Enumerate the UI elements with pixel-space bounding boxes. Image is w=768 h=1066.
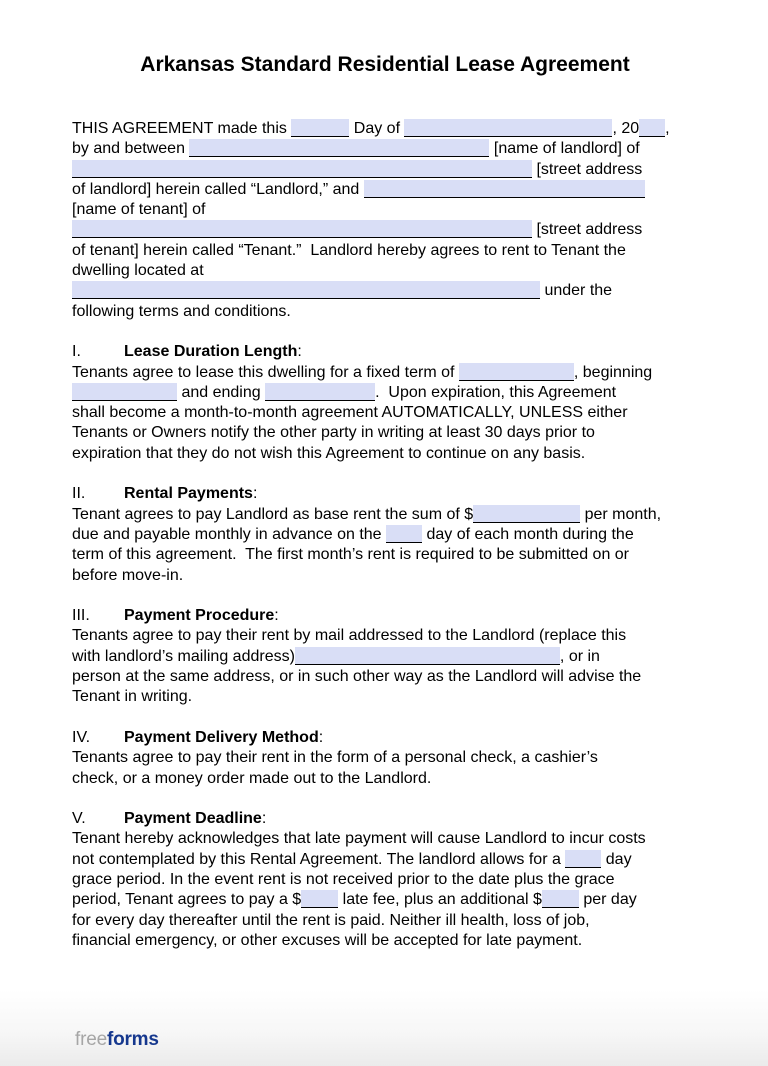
- section-numeral: III.: [72, 607, 90, 625]
- text-run: following terms and conditions.: [72, 302, 291, 320]
- year-blank[interactable]: [639, 119, 665, 137]
- section-heading: Rental Payments: [124, 485, 253, 503]
- section-heading-line: [72, 728, 698, 748]
- text-run: financial emergency, or other excuses will be accepted for late payment.: [72, 931, 583, 949]
- text-line: [72, 383, 698, 403]
- text-run: [name of landlord] of: [489, 140, 640, 158]
- text-run: expiration that they do not wish this Agreement to continue on any basis.: [72, 444, 586, 462]
- text-run: under the: [540, 282, 613, 300]
- text-run: [street address: [532, 221, 643, 239]
- tenant-street-address-blank[interactable]: [72, 220, 532, 238]
- section-rental-payments: [72, 484, 698, 585]
- begin-date-blank[interactable]: [72, 383, 177, 401]
- text-run: , or in: [559, 647, 600, 665]
- text-line: [72, 647, 698, 667]
- grace-period-blank[interactable]: [565, 850, 601, 868]
- text-run: not contemplated by this Rental Agreement. The landlord allows for a: [72, 850, 566, 868]
- text-line: [72, 911, 698, 931]
- text-run: and ending: [177, 383, 266, 401]
- section-heading: Payment Procedure: [124, 607, 275, 625]
- text-run: Tenants agree to pay their rent in the form of a personal check, a cashier’s: [72, 749, 598, 767]
- section-heading-colon: :: [274, 607, 279, 625]
- text-run: Tenants agree to pay their rent by mail addressed to the Landlord (replace this: [72, 627, 627, 645]
- due-day-blank[interactable]: [386, 525, 422, 543]
- section-payment-deadline: [72, 809, 698, 951]
- text-run: with landlord’s mailing address): [72, 647, 295, 665]
- text-line: [72, 769, 698, 789]
- text-run: before move-in.: [72, 566, 184, 584]
- text-line: [72, 403, 698, 423]
- section-heading-colon: :: [297, 343, 302, 361]
- text-line: [72, 545, 698, 565]
- text-run: , beginning: [573, 363, 653, 381]
- text-run: day: [601, 850, 632, 868]
- text-run: Tenant in writing.: [72, 688, 193, 706]
- text-run: by and between: [72, 140, 190, 158]
- freeforms-logo: [75, 1030, 159, 1050]
- text-line: [72, 870, 698, 890]
- text-run: day of each month during the: [422, 525, 634, 543]
- section-lease-duration-length: [72, 342, 698, 464]
- daily-fee-blank[interactable]: [542, 890, 579, 908]
- section-heading: Lease Duration Length: [124, 343, 298, 361]
- section-numeral: V.: [72, 810, 86, 828]
- text-line: [72, 505, 698, 525]
- text-run: per day: [578, 891, 637, 909]
- document-title: Arkansas Standard Residential Lease Agreement: [140, 53, 630, 76]
- section-heading: Payment Deadline: [124, 810, 262, 828]
- text-line: [72, 423, 698, 443]
- section-heading-colon: :: [318, 728, 324, 746]
- text-line: [72, 119, 698, 139]
- text-line: [72, 748, 698, 768]
- landlord-street-address-blank[interactable]: [72, 160, 532, 178]
- text-line: [72, 667, 698, 687]
- text-run: due and payable monthly in advance on the: [72, 525, 387, 543]
- text-run: [name of tenant] of: [72, 201, 206, 219]
- text-run: [street address: [532, 160, 643, 178]
- text-run: per month,: [580, 505, 662, 523]
- section-heading-line: [72, 342, 698, 362]
- section-heading-line: [72, 484, 698, 504]
- section-payment-procedure: [72, 606, 698, 707]
- text-run: period, Tenant agrees to pay a $: [72, 891, 302, 909]
- lease-term-blank[interactable]: [459, 363, 574, 381]
- text-run: check, or a money order made out to the Landlord.: [72, 769, 432, 787]
- text-run: term of this agreement. The first month’s rent is required to be submitted on or: [72, 546, 630, 564]
- text-line: [72, 220, 698, 240]
- logo-free-text: free: [75, 1029, 107, 1050]
- text-run: ,: [665, 120, 670, 137]
- text-line: [72, 241, 698, 261]
- logo-forms-text: forms: [106, 1029, 159, 1050]
- section-heading-line: [72, 809, 698, 829]
- end-date-blank[interactable]: [265, 383, 375, 401]
- lease-document: [72, 52, 698, 971]
- text-run: , 20: [612, 120, 640, 137]
- section-payment-delivery-method: [72, 728, 698, 789]
- text-line: [72, 444, 698, 464]
- text-run: THIS AGREEMENT made this: [72, 120, 292, 137]
- text-line: [72, 180, 698, 200]
- dwelling-address-blank[interactable]: [72, 281, 540, 299]
- text-line: [72, 302, 698, 322]
- section-numeral: II.: [72, 485, 86, 503]
- text-line: [72, 139, 698, 159]
- text-run: Tenant hereby acknowledges that late payment will cause Landlord to incur costs: [72, 830, 646, 848]
- text-line: [72, 261, 698, 281]
- section-heading-line: [72, 606, 698, 626]
- text-run: . Upon expiration, this Agreement: [375, 383, 617, 401]
- day-blank[interactable]: [291, 119, 349, 137]
- section-numeral: IV.: [72, 728, 91, 746]
- text-line: [72, 281, 698, 301]
- text-line: [72, 363, 698, 383]
- text-line: [72, 829, 698, 849]
- mailing-address-blank[interactable]: [295, 647, 560, 665]
- text-line: [72, 566, 698, 586]
- section-numeral: I.: [72, 343, 81, 361]
- text-run: person at the same address, or in such other way as the Landlord will advise the: [72, 668, 642, 686]
- text-run: of tenant] herein called “Tenant.” Landlord hereby agrees to rent to Tenant the: [72, 241, 626, 259]
- text-line: [72, 850, 698, 870]
- text-line: [72, 890, 698, 910]
- text-line: [72, 525, 698, 545]
- late-fee-blank[interactable]: [301, 890, 338, 908]
- text-line: [72, 200, 698, 220]
- text-line: [72, 931, 698, 951]
- text-line: [72, 626, 698, 646]
- text-run: Day of: [349, 120, 405, 137]
- rent-amount-blank[interactable]: [473, 505, 580, 523]
- text-line: [72, 160, 698, 180]
- text-line: [72, 687, 698, 707]
- intro-paragraph: [72, 119, 698, 322]
- text-run: Tenant agrees to pay Landlord as base rent the sum of $: [72, 505, 474, 523]
- text-run: Tenants agree to lease this dwelling for a fixed term of: [72, 363, 459, 381]
- section-heading-colon: :: [252, 485, 258, 503]
- text-run: late fee, plus an additional $: [338, 891, 542, 909]
- text-run: grace period. In the event rent is not received prior to the date plus the grace: [72, 870, 615, 888]
- tenant-name-blank[interactable]: [364, 180, 645, 198]
- section-heading: Payment Delivery Method: [124, 728, 319, 746]
- footer-band: [0, 990, 768, 1066]
- text-run: shall become a month-to-month agreement AUTOMATICALLY, UNLESS either: [72, 404, 628, 422]
- text-run: for every day thereafter until the rent is paid. Neither ill health, loss of job,: [72, 911, 590, 929]
- text-run: dwelling located at: [72, 262, 204, 280]
- text-run: of landlord] herein called “Landlord,” and: [72, 180, 364, 198]
- text-run: Tenants or Owners notify the other party in writing at least 30 days prior to: [72, 424, 595, 442]
- landlord-name-blank[interactable]: [189, 139, 489, 157]
- month-blank[interactable]: [404, 119, 612, 137]
- section-heading-colon: :: [261, 810, 267, 828]
- sections-container: [72, 342, 698, 951]
